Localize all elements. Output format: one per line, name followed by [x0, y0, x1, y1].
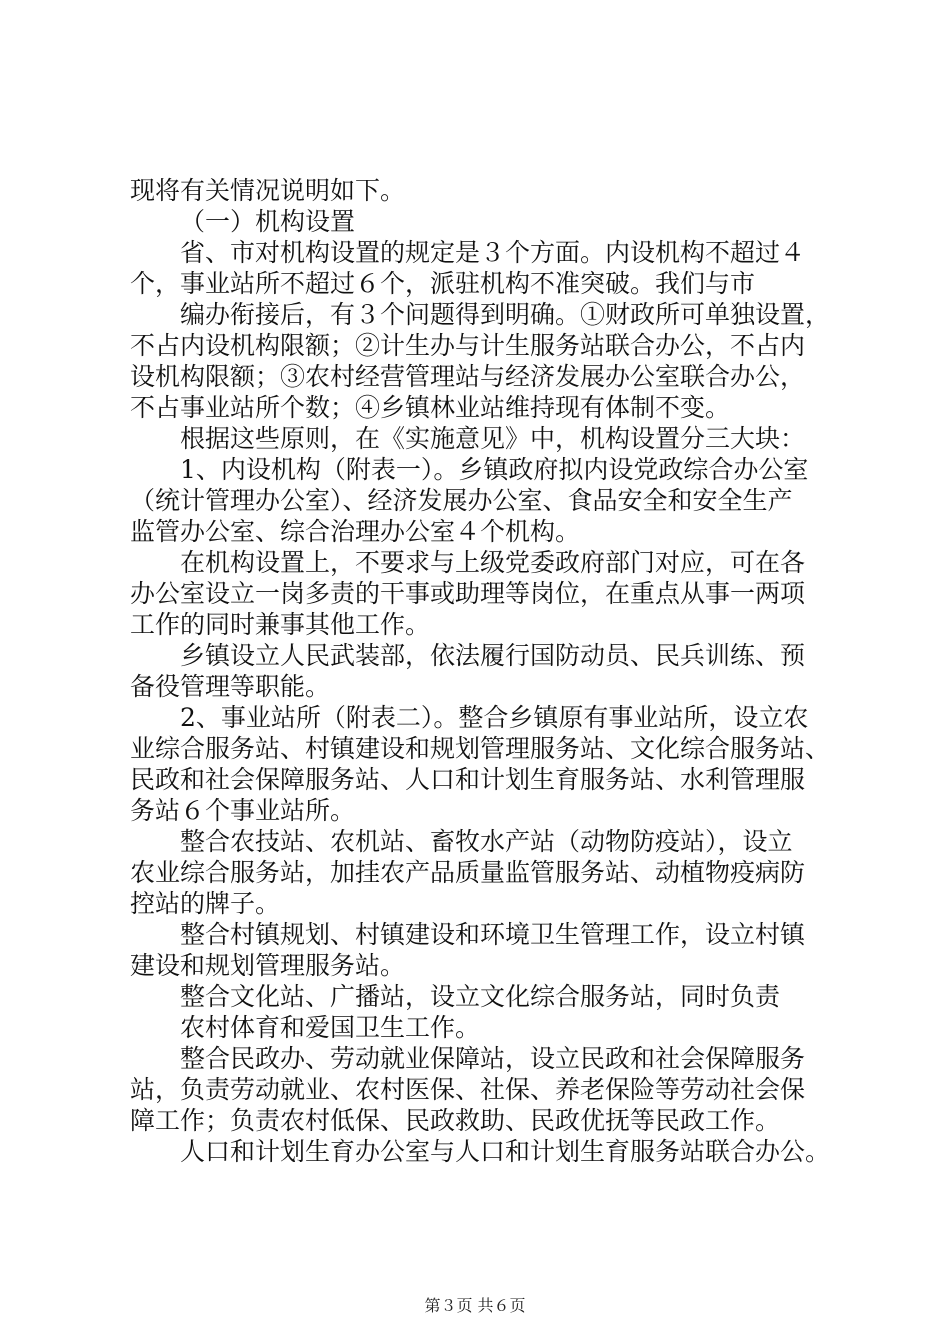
text-line: 现将有关情况说明如下。	[130, 176, 406, 205]
text-line: 办公室设立一岗多责的干事或助理等岗位，在重点从事一两项	[130, 579, 806, 608]
text-line: 乡镇设立人民武装部，依法履行国防动员、民兵训练、预	[180, 641, 806, 670]
text-line: 在机构设置上，不要求与上级党委政府部门对应，可在各	[180, 548, 806, 577]
text-line: 控站的牌子。	[130, 889, 281, 918]
text-line: 设机构限额；③农村经营管理站与经济发展办公室联合办公，	[130, 362, 806, 391]
section-heading: （一）机构设置	[180, 207, 356, 236]
text-line: 农业综合服务站，加挂农产品质量监管服务站、动植物疫病防	[130, 858, 806, 887]
text-line: 整合农技站、农机站、畜牧水产站（动物防疫站），设立	[180, 827, 793, 856]
text-line: 工作的同时兼事其他工作。	[130, 610, 431, 639]
text-line: 整合文化站、广播站，设立文化综合服务站，同时负责	[180, 982, 781, 1011]
text-line: 人口和计划生育办公室与人口和计划生育服务站联合办公。	[180, 1137, 831, 1166]
text-line: 民政和社会保障服务站、人口和计划生育服务站、水利管理服	[130, 765, 806, 794]
text-line: 监管办公室、综合治理办公室４个机构。	[130, 517, 581, 546]
text-line: 编办衔接后，有３个问题得到明确。①财政所可单独设置，	[180, 300, 831, 329]
text-line: 障工作；负责农村低保、民政救助、民政优抚等民政工作。	[130, 1106, 781, 1135]
text-line: 根据这些原则，在《实施意见》中，机构设置分三大块：	[180, 424, 806, 453]
text-line: 不占内设机构限额；②计生办与计生服务站联合办公，不占内	[130, 331, 806, 360]
text-line: 建设和规划管理服务站。	[130, 951, 406, 980]
text-line: 备役管理等职能。	[130, 672, 331, 701]
text-line: 省、市对机构设置的规定是３个方面。内设机构不超过４	[180, 238, 806, 267]
text-line: 农村体育和爱国卫生工作。	[180, 1013, 481, 1042]
text-line: 整合民政办、劳动就业保障站，设立民政和社会保障服务	[180, 1044, 806, 1073]
text-line: 2、事业站所（附表二）。整合乡镇原有事业站所，设立农	[180, 703, 809, 732]
text-line: 个，事业站所不超过６个，派驻机构不准突破。我们与市	[130, 269, 756, 298]
text-line: （统计管理办公室）、经济发展办公室、食品安全和安全生产	[130, 486, 793, 515]
text-line: 业综合服务站、村镇建设和规划管理服务站、文化综合服务站、	[130, 734, 831, 763]
text-line: 1、内设机构（附表一）。乡镇政府拟内设党政综合办公室	[180, 455, 809, 484]
text-line: 站，负责劳动就业、农村医保、社保、养老保险等劳动社会保	[130, 1075, 806, 1104]
text-line: 务站６个事业站所。	[130, 796, 356, 825]
text-line: 不占事业站所个数；④乡镇林业站维持现有体制不变。	[130, 393, 731, 422]
text-line: 整合村镇规划、村镇建设和环境卫生管理工作，设立村镇	[180, 920, 806, 949]
page-footer: 第３页 共６页	[424, 1296, 526, 1315]
